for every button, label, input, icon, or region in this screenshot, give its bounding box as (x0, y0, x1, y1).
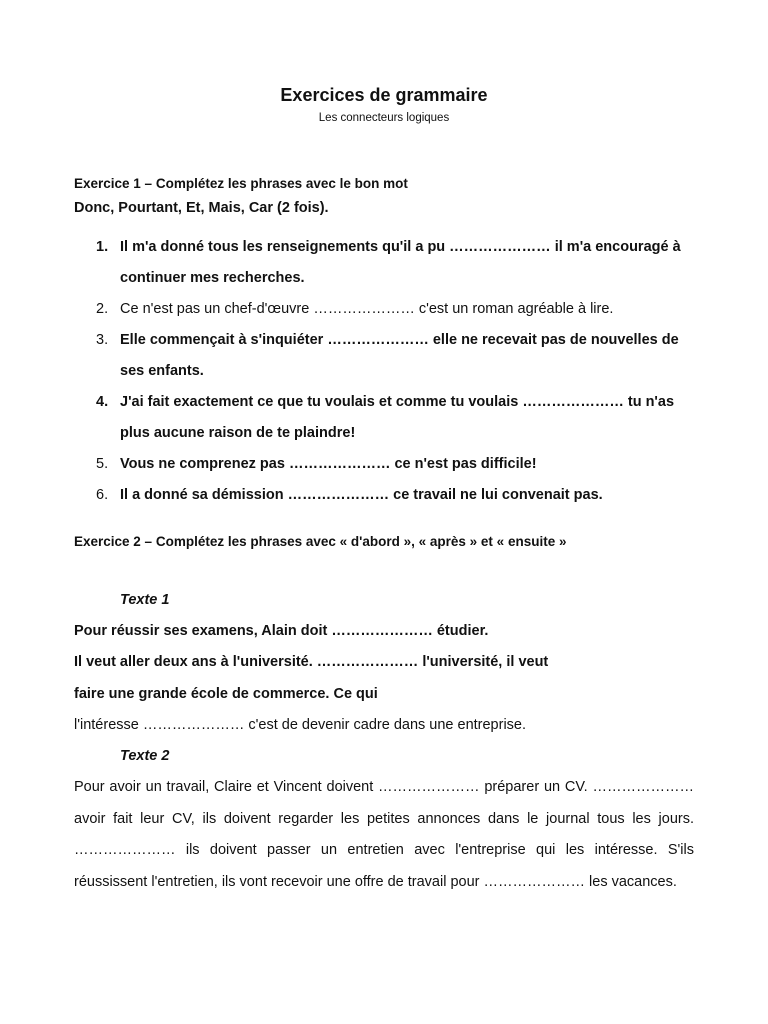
item-number: 6. (96, 487, 109, 503)
document-title: Exercices de grammaire (280, 85, 488, 105)
item-text: J'ai fait exactement ce que tu voulais et comme tu voulais ………………… tu n'as plus aucune raison de te plaindre! (120, 394, 675, 441)
texte2-paragraph: Pour avoir un travail, Claire et Vincent doivent ………………… préparer un CV. ………………… avoir fait leur CV, ils doivent regarder les petites annonces dans le journal tous les jours. ………………… ils doivent passer un entretien avec l'entreprise qui les intéresse. S'ils réussissent l'entretien, ils vont recevoir une offre de travail pour ………………… les vacances. (74, 779, 694, 890)
texte1-line: faire une grande école de commerce. Ce qui (74, 686, 378, 702)
list-item (74, 387, 694, 449)
texte1-line: l'intéresse ………………… c'est de devenir cadre dans une entreprise. (74, 717, 527, 733)
item-number: 2. (96, 301, 109, 317)
list-item (74, 232, 694, 294)
exercise1-word-list: Donc, Pourtant, Et, Mais, Car (2 fois). (74, 200, 329, 216)
item-text: Il a donné sa démission ………………… ce travail ne lui convenait pas. (120, 487, 603, 503)
list-item (74, 449, 694, 480)
list-item (74, 325, 694, 387)
texte1-line: Il veut aller deux ans à l'université. ………………… l'université, il veut (74, 654, 549, 670)
item-number: 5. (96, 456, 109, 472)
item-text: Vous ne comprenez pas ………………… ce n'est pas difficile! (120, 456, 537, 472)
item-text: Ce n'est pas un chef-d'œuvre ………………… c'est un roman agréable à lire. (120, 301, 614, 317)
item-text: Il m'a donné tous les renseignements qu'il a pu ………………… il m'a encouragé à continuer mes recherches. (120, 239, 681, 286)
item-number: 1. (96, 239, 109, 255)
exercise1-list (74, 232, 694, 511)
list-item (74, 480, 694, 511)
item-text: Elle commençait à s'inquiéter ………………… elle ne recevait pas de nouvelles de ses enfants. (120, 332, 679, 379)
item-number: 3. (96, 332, 109, 348)
exercise1-heading: Exercice 1 – Complétez les phrases avec le bon mot (74, 176, 408, 191)
texte1-line: Pour réussir ses examens, Alain doit ………………… étudier. (74, 623, 489, 639)
exercise2-heading: Exercice 2 – Complétez les phrases avec « d'abord », « après » et « ensuite » (74, 534, 567, 549)
texte1-label: Texte 1 (120, 592, 170, 608)
document-subtitle: Les connecteurs logiques (318, 112, 450, 124)
item-number: 4. (96, 394, 109, 410)
list-item (74, 294, 694, 325)
texte2-label: Texte 2 (120, 748, 170, 764)
